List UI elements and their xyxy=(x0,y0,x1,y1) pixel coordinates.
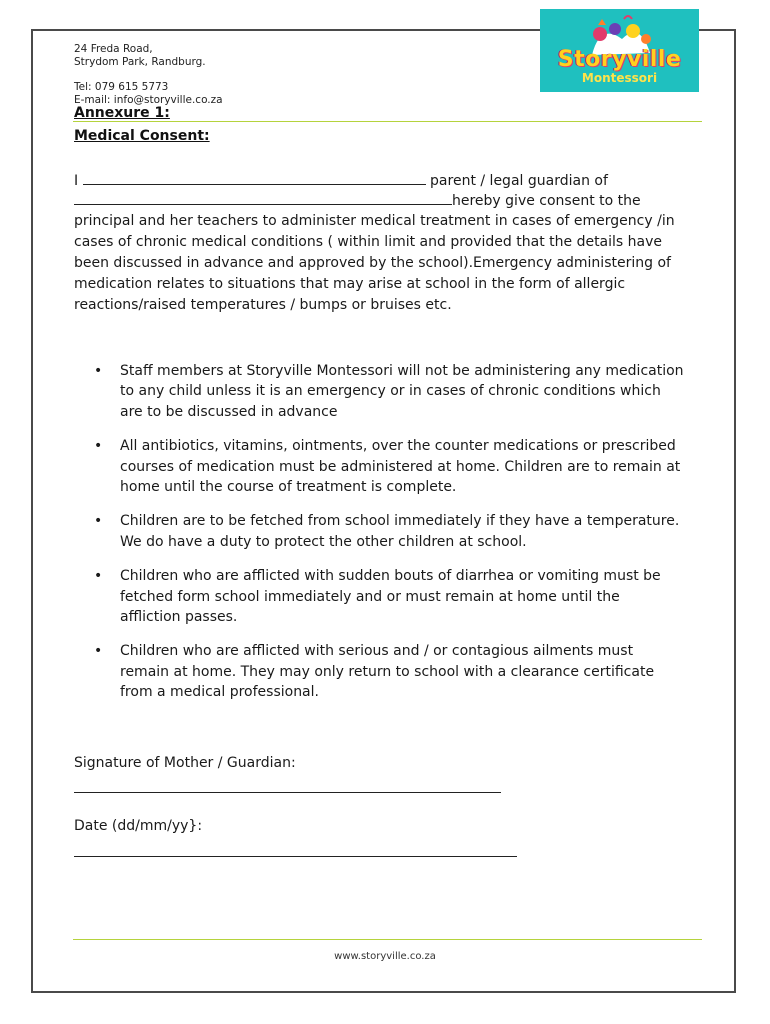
signature-label: Signature of Mother / Guardian: xyxy=(74,755,296,771)
child-name-field[interactable] xyxy=(74,190,452,205)
bullet-item: • All antibiotics, vitamins, ointments, over the counter medications or prescribed courses of medication must be administered at home. Children are to remain at home until the course of treatment is complete. xyxy=(74,436,684,497)
bullet-list xyxy=(74,361,684,717)
consent-line2-suffix: hereby give consent to the xyxy=(452,193,641,209)
consent-line-2 xyxy=(74,190,684,212)
logo-title: Storyville xyxy=(557,47,682,72)
consent-line-1 xyxy=(74,170,684,192)
address-line-2: Strydom Park, Randburg. xyxy=(74,56,206,68)
address-line-1: 24 Freda Road, xyxy=(74,43,153,55)
email: E-mail: info@storyville.co.za xyxy=(74,94,223,106)
bullet-item: • Children are to be fetched from school immediately if they have a temperature. We do have a duty to protect the other children at school. xyxy=(74,511,684,552)
date-field[interactable] xyxy=(74,856,517,857)
bullet-item: • Children who are afflicted with serious and / or contagious ailments must remain at home. They may only return to school with a clearance certificate from a medical professional. xyxy=(74,641,684,702)
header-divider xyxy=(73,121,702,122)
logo-subtitle: Montessori xyxy=(581,71,658,85)
footer-divider xyxy=(73,939,702,940)
telephone: Tel: 079 615 5773 xyxy=(74,81,169,93)
consent-paragraph: principal and her teachers to administer medical treatment in cases of emergency /in cases of chronic medical conditions ( within limit and provided that the details have been discussed in advance and approved by the school).Emergency administering of medication relates to situations that may arise at school in the form of allergic reactions/raised temperatures / bumps or bruises etc. xyxy=(74,213,675,313)
date-label: Date (dd/mm/yy}: xyxy=(74,818,203,834)
consent-prefix: I xyxy=(74,173,79,189)
storyville-logo xyxy=(540,9,699,92)
medical-consent-title: Medical Consent: xyxy=(74,128,210,144)
footer-website: www.storyville.co.za xyxy=(334,951,436,962)
consent-line1-suffix: parent / legal guardian of xyxy=(430,173,608,189)
bullet-item: • Staff members at Storyville Montessori will not be administering any medication to any child unless it is an emergency or in cases of chronic conditions which are to be discussed in advance xyxy=(74,361,684,422)
signature-field[interactable] xyxy=(74,792,501,793)
annexure-title: Annexure 1: xyxy=(74,105,170,121)
bullet-item: • Children who are afflicted with sudden bouts of diarrhea or vomiting must be fetched form school immediately and or must remain at home until the affliction passes. xyxy=(74,566,684,627)
guardian-name-field[interactable] xyxy=(83,170,426,185)
